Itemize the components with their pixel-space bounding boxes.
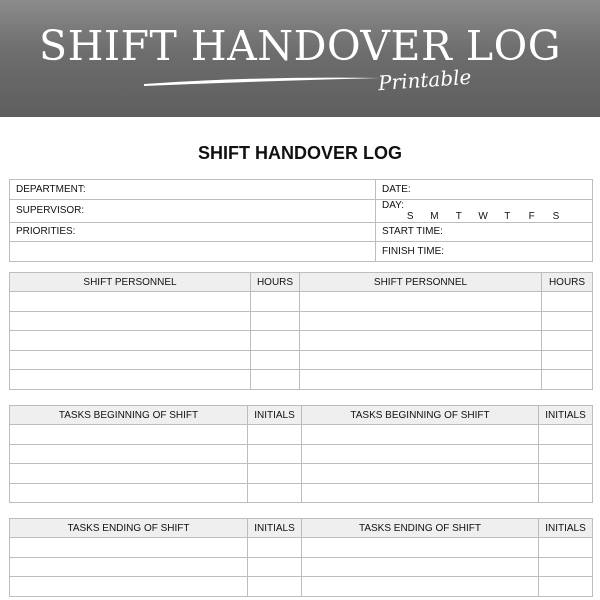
swoosh-decoration [142,70,382,90]
date-label: DATE: [382,183,411,195]
table-cell[interactable] [248,538,302,558]
supervisor-field[interactable] [10,199,376,222]
table-cell[interactable] [10,483,248,503]
table-cell[interactable] [300,370,542,390]
day-option[interactable]: F [528,210,535,222]
table-row [10,464,593,484]
table-cell[interactable] [539,444,593,464]
day-field[interactable] [376,199,593,222]
table-cell[interactable] [300,311,542,331]
table-cell[interactable] [302,444,539,464]
day-options [398,211,568,222]
table-row [10,350,593,370]
table-cell[interactable] [248,483,302,503]
date-field[interactable] [376,180,593,200]
table-cell[interactable] [302,557,539,577]
day-option[interactable]: T [504,210,511,222]
table-row [10,538,593,558]
table-cell[interactable] [251,350,300,370]
day-option[interactable]: T [455,210,462,222]
column-header: INITIALS [248,519,302,538]
table-row [10,370,593,390]
table-cell[interactable] [539,577,593,597]
table-cell[interactable] [248,425,302,445]
table-cell[interactable] [10,444,248,464]
table-cell[interactable] [539,483,593,503]
table-cell[interactable] [542,292,593,312]
table-row [10,557,593,577]
department-field[interactable] [10,180,376,200]
table-cell[interactable] [248,444,302,464]
table-cell[interactable] [10,311,251,331]
banner [0,0,600,117]
start-time-label: START TIME: [382,226,443,238]
table-cell[interactable] [10,350,251,370]
table-row [10,425,593,445]
column-header: HOURS [542,273,593,292]
table-row [10,577,593,597]
column-header: INITIALS [539,406,593,425]
supervisor-label: SUPERVISOR: [16,205,85,216]
column-header: TASKS ENDING OF SHIFT [10,519,248,538]
day-option[interactable]: W [478,210,488,222]
table-cell[interactable] [300,350,542,370]
banner-title: SHIFT HANDOVER LOG [39,22,561,70]
priorities-field[interactable] [10,222,376,242]
column-header: SHIFT PERSONNEL [10,273,251,292]
start-time-field[interactable] [376,222,593,242]
table-row [10,483,593,503]
table-cell[interactable] [539,557,593,577]
department-label: DEPARTMENT: [16,183,86,195]
table-row [10,444,593,464]
column-header: INITIALS [539,519,593,538]
priorities-label: PRIORITIES: [16,226,76,238]
table-cell[interactable] [10,464,248,484]
table-cell[interactable] [539,538,593,558]
day-label: DAY: [382,199,405,211]
day-option[interactable]: S [552,210,560,222]
table-cell[interactable] [10,425,248,445]
table-cell[interactable] [248,464,302,484]
table-cell[interactable] [10,292,251,312]
table-cell[interactable] [539,425,593,445]
table-cell[interactable] [251,370,300,390]
priorities-field-continued[interactable] [10,242,376,262]
table-cell[interactable] [248,577,302,597]
column-header: SHIFT PERSONNEL [300,273,542,292]
table-cell[interactable] [300,331,542,351]
tasks-ending-table [9,518,593,597]
table-row [10,331,593,351]
table-cell[interactable] [302,425,539,445]
banner-subtitle: Printable [377,64,473,96]
table-cell[interactable] [302,577,539,597]
table-cell[interactable] [539,464,593,484]
table-row [10,292,593,312]
column-header: TASKS BEGINNING OF SHIFT [10,406,248,425]
table-cell[interactable] [302,483,539,503]
table-cell[interactable] [542,311,593,331]
column-header: INITIALS [248,406,302,425]
document-title: SHIFT HANDOVER LOG [197,143,402,163]
finish-time-field[interactable] [376,242,593,262]
table-cell[interactable] [542,350,593,370]
table-cell[interactable] [10,577,248,597]
column-header: HOURS [251,273,300,292]
table-cell[interactable] [10,557,248,577]
table-cell[interactable] [542,331,593,351]
table-cell[interactable] [300,292,542,312]
table-cell[interactable] [10,331,251,351]
finish-time-label: FINISH TIME: [382,245,445,257]
day-option[interactable]: M [430,210,439,222]
table-cell[interactable] [248,557,302,577]
personnel-table [9,272,593,390]
table-cell[interactable] [542,370,593,390]
info-table [9,179,593,262]
table-cell[interactable] [10,370,251,390]
table-cell[interactable] [251,331,300,351]
table-row [10,311,593,331]
table-cell[interactable] [251,292,300,312]
table-cell[interactable] [302,464,539,484]
column-header: TASKS ENDING OF SHIFT [302,519,539,538]
table-cell[interactable] [10,538,248,558]
table-cell[interactable] [251,311,300,331]
day-option[interactable]: S [406,210,414,222]
column-header: TASKS BEGINNING OF SHIFT [302,406,539,425]
table-cell[interactable] [302,538,539,558]
tasks-beginning-table [9,405,593,503]
